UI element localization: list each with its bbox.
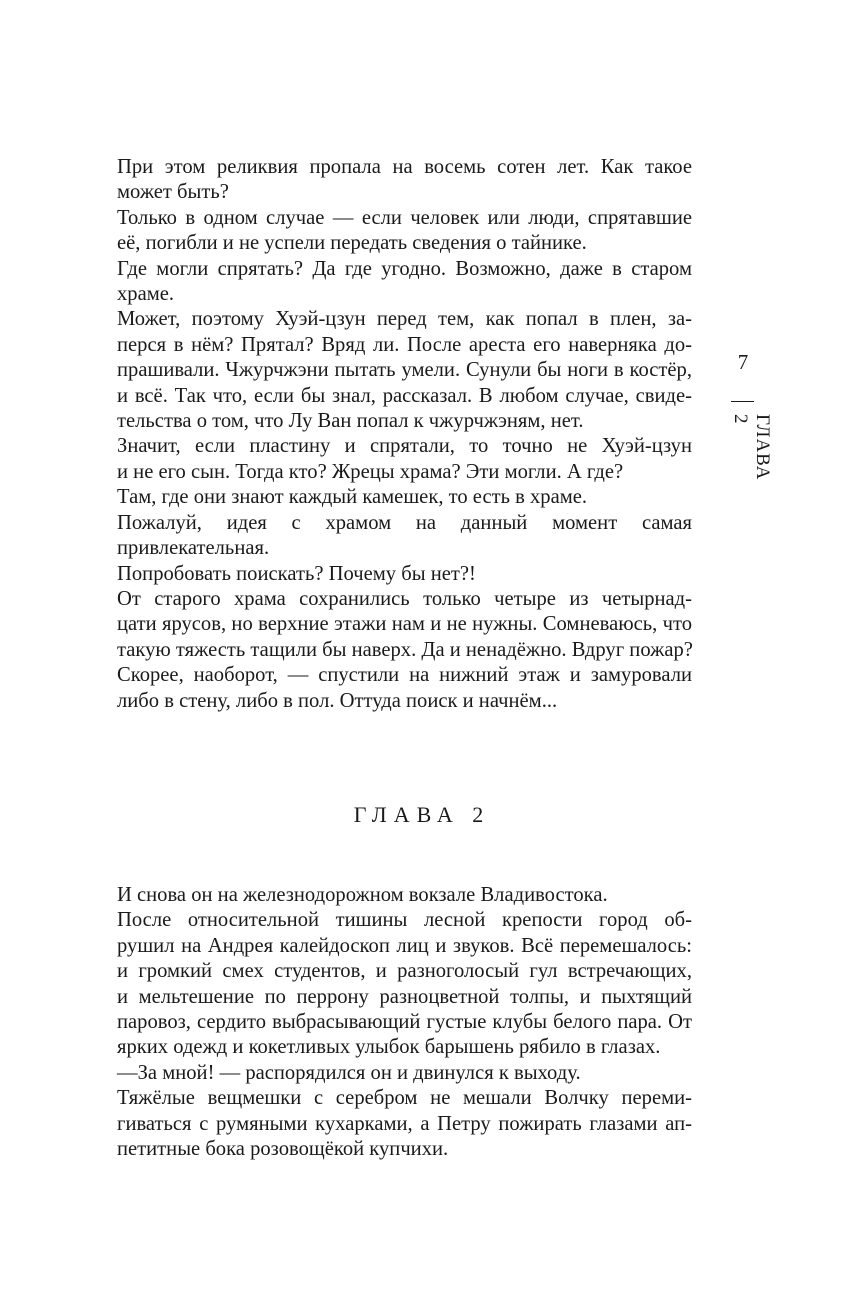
text-line: петитные бока розовощёкой купчихи. [117, 1138, 449, 1161]
text-line: При этом реликвия пропала на восемь сотен лет. Как такое [117, 156, 692, 178]
text-line: и всё. Так что, если бы знал, рассказал. В любом случае, свиде- [117, 384, 692, 407]
text-line: её, погибли и не успели передать сведения о тайнике. [117, 232, 587, 255]
text-line: И снова он на железнодорожном вокзале Владивостока. [117, 884, 608, 906]
text-line: Скорее, наоборот, — спустили на нижний этаж и замуровали [117, 664, 692, 687]
text-line: тельства о том, что Лу Ван попал к чжурчжэням, нет. [117, 410, 584, 433]
paragraph [117, 434, 692, 485]
paragraph [117, 562, 692, 587]
text-line: гиваться с румяными кухарками, а Петру пожирать глазами ап- [117, 1112, 692, 1135]
paragraph [117, 206, 692, 257]
page-number: 7 [737, 350, 749, 374]
text-line: Только в одном случае — если человек или люди, спрятавшие [117, 206, 692, 229]
text-line: и мельтешение по перрону разноцветной толпы, и пыхтящий [117, 985, 692, 1008]
text-line: Значит, если пластину и спрятали, то точно не Хуэй-цзун [117, 435, 692, 458]
paragraph [117, 663, 692, 714]
paragraph [117, 587, 692, 663]
text-line: и громкий смех студентов, и разноголосый гул встречающих, [117, 960, 692, 983]
paragraph [117, 1086, 692, 1162]
paragraph [117, 883, 692, 908]
text-line: Может, поэтому Хуэй-цзун перед тем, как попал в плен, за- [117, 308, 692, 331]
paragraph [117, 485, 692, 510]
text-line: и не его сын. Тогда кто? Жрецы храма? Эти могли. А где? [117, 460, 624, 483]
text-line: От старого храма сохранились только четыре из четырнад- [117, 587, 692, 610]
paragraph [117, 1061, 692, 1086]
text-line: Где могли спрятать? Да где угодно. Возможно, даже в старом [117, 257, 692, 280]
paragraph [117, 908, 692, 1060]
text-line: После относительной тишины лесной крепости город об- [117, 909, 692, 932]
text-line: такую тяжесть тащили бы наверх. Да и ненадёжно. Вдруг пожар? [117, 638, 693, 661]
paragraph [117, 155, 692, 206]
text-line: рушил на Андрея калейдоскоп лиц и звуков. Всё перемешалось: [117, 934, 692, 957]
text-line: либо в стену, либо в пол. Оттуда поиск и начнём... [117, 689, 558, 712]
text-line: паровоз, сердито выбрасывающий густые клубы белого пара. От [117, 1011, 692, 1034]
text-line: Попробовать поискать? Почему бы нет?! [117, 562, 476, 585]
paragraph [117, 307, 692, 434]
chapter-heading: ГЛАВА 2 [353, 802, 491, 827]
text-line: храме. [117, 283, 175, 306]
text-line: Там, где они знают каждый камешек, то есть в храме. [117, 486, 588, 509]
running-head-title: ГЛАВА 2 [730, 414, 773, 481]
text-line: —За мной! — распорядился он и двинулся к выходу. [117, 1061, 581, 1084]
text-line: перся в нём? Прятал? Вряд ли. После ареста его наверняка до- [117, 333, 692, 356]
text-line: может быть? [117, 181, 229, 204]
text-line: цати ярусов, но верхние этажи нам и не нужны. Сомневаюсь, что [117, 613, 692, 636]
body-text-top [117, 155, 692, 714]
body-text-bottom [117, 883, 692, 1162]
text-line: прашивали. Чжурчжэни пытать умели. Сунули бы ноги в костёр, [117, 359, 692, 382]
running-head-rule [731, 401, 754, 402]
text-line: Тяжёлые вещмешки с серебром не мешали Волчку переми- [117, 1087, 692, 1110]
text-line: привлекательная. [117, 537, 270, 560]
paragraph [117, 511, 692, 562]
text-line: Пожалуй, идея с храмом на данный момент самая [117, 511, 692, 534]
paragraph [117, 257, 692, 308]
text-line: ярких одежд и кокетливых улыбок барышень рябило в глазах. [117, 1036, 661, 1059]
